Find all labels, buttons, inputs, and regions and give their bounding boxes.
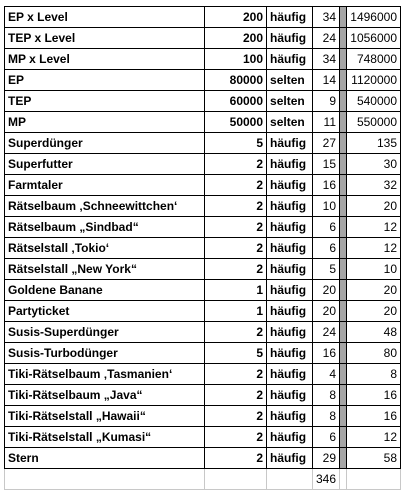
table-row (5, 280, 401, 301)
item-value-cell[interactable]: 5 (205, 343, 267, 364)
separator-cell (340, 427, 347, 448)
item-value-cell[interactable]: 2 (205, 364, 267, 385)
item-total-cell[interactable]: 30 (347, 154, 401, 175)
item-name-cell[interactable]: Tiki-Rätselstall „Kumasi“ (5, 427, 205, 448)
item-value-cell[interactable]: 200 (205, 7, 267, 28)
item-frequency-cell[interactable]: selten (267, 112, 313, 133)
item-total-cell[interactable]: 8 (347, 364, 401, 385)
item-frequency-cell[interactable]: häufig (267, 7, 313, 28)
table-row (5, 238, 401, 259)
table-row (5, 448, 401, 469)
item-total-cell[interactable]: 16 (347, 385, 401, 406)
item-name-cell[interactable]: Tiki-Rätselstall „Hawaii“ (5, 406, 205, 427)
item-frequency-cell[interactable]: häufig (267, 364, 313, 385)
separator-cell (340, 469, 347, 490)
item-frequency-cell[interactable]: häufig (267, 448, 313, 469)
item-frequency-cell[interactable]: häufig (267, 406, 313, 427)
item-frequency-cell[interactable]: häufig (267, 217, 313, 238)
separator-cell (340, 217, 347, 238)
item-count-cell[interactable]: 24 (312, 28, 339, 49)
table-row (5, 322, 401, 343)
table-row (5, 91, 401, 112)
table-row (5, 154, 401, 175)
item-name-cell[interactable]: MP x Level (5, 49, 205, 70)
item-name-cell[interactable]: EP x Level (5, 7, 205, 28)
item-total-cell[interactable]: 12 (347, 427, 401, 448)
item-name-cell[interactable]: Stern (5, 448, 205, 469)
item-total-cell[interactable]: 748000 (347, 49, 401, 70)
item-count-cell[interactable]: 20 (312, 280, 339, 301)
item-count-cell[interactable]: 8 (312, 385, 339, 406)
table-row (5, 49, 401, 70)
separator-cell (340, 133, 347, 154)
table-row (5, 133, 401, 154)
item-name-cell[interactable]: Farmtaler (5, 175, 205, 196)
item-frequency-cell[interactable]: häufig (267, 196, 313, 217)
item-name-cell[interactable]: TEP x Level (5, 28, 205, 49)
item-value-cell[interactable]: 1 (205, 301, 267, 322)
separator-cell (340, 343, 347, 364)
item-value-cell[interactable]: 2 (205, 448, 267, 469)
item-value-cell[interactable]: 200 (205, 28, 267, 49)
item-value-cell[interactable]: 5 (205, 133, 267, 154)
footer-empty-cell[interactable] (5, 469, 205, 490)
item-name-cell[interactable]: TEP (5, 91, 205, 112)
item-frequency-cell[interactable]: häufig (267, 28, 313, 49)
item-value-cell[interactable]: 2 (205, 406, 267, 427)
separator-cell (340, 7, 347, 28)
separator-cell (340, 259, 347, 280)
item-count-cell[interactable]: 16 (312, 343, 339, 364)
separator-cell (340, 385, 347, 406)
separator-cell (340, 154, 347, 175)
table-row (5, 343, 401, 364)
separator-cell (340, 112, 347, 133)
item-name-cell[interactable]: Superdünger (5, 133, 205, 154)
item-frequency-cell[interactable]: häufig (267, 49, 313, 70)
item-name-cell[interactable]: MP (5, 112, 205, 133)
item-value-cell[interactable]: 2 (205, 385, 267, 406)
item-frequency-cell[interactable]: häufig (267, 343, 313, 364)
item-frequency-cell[interactable]: häufig (267, 427, 313, 448)
item-value-cell[interactable]: 2 (205, 259, 267, 280)
table-row (5, 427, 401, 448)
item-count-cell[interactable]: 6 (312, 427, 339, 448)
item-frequency-cell[interactable]: häufig (267, 238, 313, 259)
separator-cell (340, 91, 347, 112)
table-row (5, 301, 401, 322)
item-frequency-cell[interactable]: häufig (267, 322, 313, 343)
item-value-cell[interactable]: 2 (205, 154, 267, 175)
separator-cell (340, 175, 347, 196)
item-total-cell[interactable]: 1496000 (347, 7, 401, 28)
item-total-cell[interactable]: 1120000 (347, 70, 401, 91)
table-row (5, 406, 401, 427)
item-value-cell[interactable]: 2 (205, 427, 267, 448)
item-name-cell[interactable]: Rätselstall „New York“ (5, 259, 205, 280)
item-name-cell[interactable]: Tiki-Rätselbaum ‚Tasmanien‘ (5, 364, 205, 385)
item-name-cell[interactable]: Rätselstall ‚Tokio‘ (5, 238, 205, 259)
item-frequency-cell[interactable]: häufig (267, 133, 313, 154)
item-value-cell[interactable]: 80000 (205, 70, 267, 91)
item-count-cell[interactable]: 8 (312, 406, 339, 427)
item-total-cell[interactable]: 80 (347, 343, 401, 364)
table-row (5, 112, 401, 133)
item-value-cell[interactable]: 1 (205, 280, 267, 301)
item-count-cell[interactable]: 29 (312, 448, 339, 469)
footer-empty-cell[interactable] (205, 469, 267, 490)
table-row (5, 364, 401, 385)
item-name-cell[interactable]: Tiki-Rätselbaum „Java“ (5, 385, 205, 406)
item-count-cell[interactable]: 15 (312, 154, 339, 175)
footer-row (5, 469, 401, 490)
item-count-cell[interactable]: 9 (312, 91, 339, 112)
item-count-cell[interactable]: 14 (312, 70, 339, 91)
item-frequency-cell[interactable]: häufig (267, 385, 313, 406)
separator-cell (340, 280, 347, 301)
item-name-cell[interactable]: Susis-Turbodünger (5, 343, 205, 364)
separator-cell (340, 70, 347, 91)
item-name-cell[interactable]: Rätselbaum „Sindbad“ (5, 217, 205, 238)
item-count-cell[interactable]: 16 (312, 175, 339, 196)
footer-empty-cell[interactable] (347, 469, 401, 490)
item-frequency-cell[interactable]: häufig (267, 301, 313, 322)
table-row (5, 217, 401, 238)
item-total-cell[interactable]: 20 (347, 196, 401, 217)
table-row (5, 385, 401, 406)
item-count-cell[interactable]: 4 (312, 364, 339, 385)
item-frequency-cell[interactable]: häufig (267, 175, 313, 196)
item-count-cell[interactable]: 10 (312, 196, 339, 217)
table-row (5, 28, 401, 49)
item-total-cell[interactable]: 16 (347, 406, 401, 427)
item-count-cell[interactable]: 34 (312, 7, 339, 28)
item-total-cell[interactable]: 20 (347, 301, 401, 322)
item-total-cell[interactable]: 48 (347, 322, 401, 343)
item-name-cell[interactable]: EP (5, 70, 205, 91)
separator-cell (340, 406, 347, 427)
table-row (5, 70, 401, 91)
item-frequency-cell[interactable]: selten (267, 70, 313, 91)
item-name-cell[interactable]: Superfutter (5, 154, 205, 175)
separator-cell (340, 28, 347, 49)
item-total-cell[interactable]: 540000 (347, 91, 401, 112)
separator-cell (340, 364, 347, 385)
item-count-cell[interactable]: 34 (312, 49, 339, 70)
item-count-cell[interactable]: 27 (312, 133, 339, 154)
item-value-cell[interactable]: 2 (205, 175, 267, 196)
footer-empty-cell[interactable] (267, 469, 313, 490)
count-sum-cell[interactable]: 346 (312, 469, 339, 490)
item-value-cell[interactable]: 2 (205, 238, 267, 259)
item-name-cell[interactable]: Partyticket (5, 301, 205, 322)
spreadsheet-table (4, 6, 401, 490)
separator-cell (340, 322, 347, 343)
item-total-cell[interactable]: 20 (347, 280, 401, 301)
item-total-cell[interactable]: 10 (347, 259, 401, 280)
table-row (5, 175, 401, 196)
item-count-cell[interactable]: 6 (312, 217, 339, 238)
item-total-cell[interactable]: 12 (347, 217, 401, 238)
item-count-cell[interactable]: 24 (312, 322, 339, 343)
item-frequency-cell[interactable]: häufig (267, 280, 313, 301)
item-total-cell[interactable]: 58 (347, 448, 401, 469)
item-name-cell[interactable]: Goldene Banane (5, 280, 205, 301)
item-value-cell[interactable]: 2 (205, 217, 267, 238)
separator-cell (340, 196, 347, 217)
item-count-cell[interactable]: 11 (312, 112, 339, 133)
item-value-cell[interactable]: 100 (205, 49, 267, 70)
item-frequency-cell[interactable]: häufig (267, 154, 313, 175)
item-total-cell[interactable]: 12 (347, 238, 401, 259)
item-total-cell[interactable]: 135 (347, 133, 401, 154)
item-value-cell[interactable]: 2 (205, 196, 267, 217)
table-row (5, 259, 401, 280)
table-row (5, 196, 401, 217)
separator-cell (340, 238, 347, 259)
table-row (5, 7, 401, 28)
item-frequency-cell[interactable]: häufig (267, 259, 313, 280)
item-frequency-cell[interactable]: selten (267, 91, 313, 112)
item-count-cell[interactable]: 5 (312, 259, 339, 280)
item-count-cell[interactable]: 6 (312, 238, 339, 259)
item-total-cell[interactable]: 32 (347, 175, 401, 196)
item-value-cell[interactable]: 60000 (205, 91, 267, 112)
table-body (5, 7, 401, 469)
item-total-cell[interactable]: 1056000 (347, 28, 401, 49)
item-total-cell[interactable]: 550000 (347, 112, 401, 133)
item-value-cell[interactable]: 2 (205, 322, 267, 343)
item-name-cell[interactable]: Susis-Superdünger (5, 322, 205, 343)
item-count-cell[interactable]: 20 (312, 301, 339, 322)
item-name-cell[interactable]: Rätselbaum ‚Schneewittchen‘ (5, 196, 205, 217)
separator-cell (340, 301, 347, 322)
separator-cell (340, 448, 347, 469)
separator-cell (340, 49, 347, 70)
item-value-cell[interactable]: 50000 (205, 112, 267, 133)
